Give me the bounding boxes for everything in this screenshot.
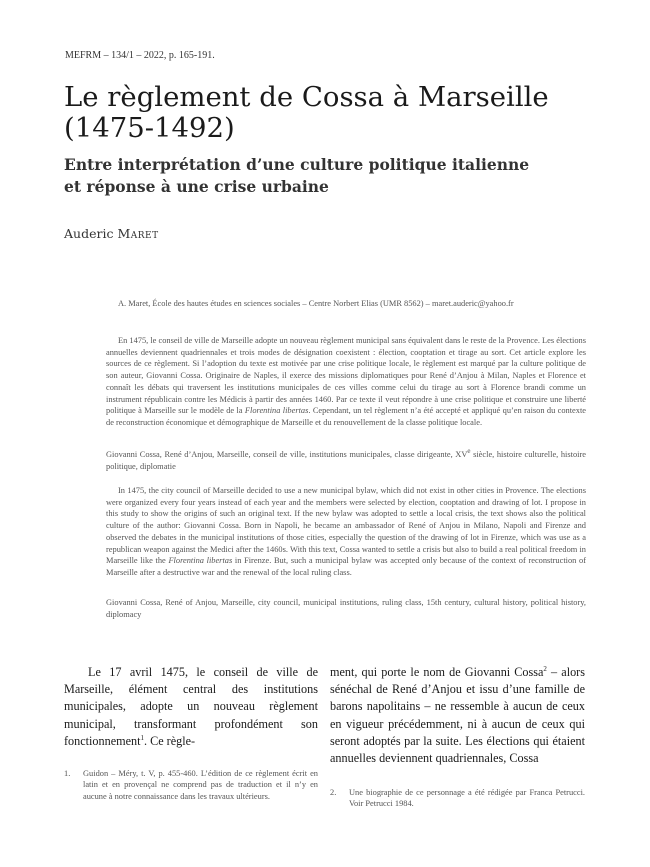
keywords-fr-part-2: siècle, histoire culturelle, histoire politique, diplomatie <box>106 450 586 471</box>
keywords-french <box>106 449 586 472</box>
abstract-en-part-1: In 1475, the city council of Marseille decided to use a new municipal bylaw, which did not exist in other cities in Provence. The elections were organized every four years instead of each year and the members were selected by election, cooptation and drawing of lot. I propose in this study to show the origins of such an original text. If the new bylaw was adopted to settle a local crisis, the text shows also the political culture of the author: Giovanni Cossa. Born in Napoli, he became an ambassador of René of Anjou in Milano, Napoli and Firenze and observed the debates in the municipal institutions of those cities, especially the question of the drawing of lot in Firenze, which was use as a republican weapon against the Medici after the 1460s. With this text, Cossa wanted to settle a crisis but also to build a real political freedom in Marseille like the <box>106 486 586 566</box>
affiliation-text: A. Maret, École des hautes études en sciences sociales – Centre Norbert Elias (UMR 8562) – maret.auderic@yahoo.fr <box>118 299 514 308</box>
abstract-english <box>106 485 586 579</box>
author-first-name: Auderic <box>64 226 114 241</box>
keywords-fr-superscript: e <box>467 447 471 456</box>
author-name <box>64 226 159 241</box>
body-column-left <box>64 664 318 750</box>
abstract-fr-emphasis: Florentina libertas <box>244 406 309 416</box>
journal-reference: MEFRM – 134/1 – 2022, p. 165-191. <box>65 50 215 61</box>
abstract-en-emphasis: Florentina libertas <box>168 556 233 566</box>
abstract-french <box>106 335 586 429</box>
abstract-fr-part-1: En 1475, le conseil de ville de Marseille adopte un nouveau règlement municipal sans équivalent dans le reste de la Provence. Les élections annuelles deviennent quadriennales et trois modes de désignation coexistent : élection, cooptation et tirage au sort. Cet article explore les sources de ce règlement. Si l’adoption du texte est motivée par une crise politique locale, le règlement est marqué par la culture politique de son auteur, Giovanni Cossa. Originaire de Naples, il exerce des missions diplomatiques pour René d’Anjou à Milan, Naples et Florence et connaît les débats qui traversent les institutions municipales de ces villes comme celui du tirage au sort à Florence brandi comme un instrument républicain contre les Médicis à partir des années 1460. Par ce texte il veut répondre à une crise politique et construire une liberté politique à Marseille sur le modèle de la <box>106 336 586 416</box>
footnote-2-text: Une biographie de ce personnage a été rédigée par Franca Petrucci. Voir Petrucci 1984. <box>349 788 585 809</box>
article-title <box>64 82 624 144</box>
article-subtitle <box>64 154 624 198</box>
keywords-french-text <box>106 449 586 472</box>
body-column-right <box>330 664 585 767</box>
footnote-ref-1[interactable]: 1 <box>140 733 144 742</box>
body-left-tail: . Ce règle- <box>144 733 196 748</box>
footnote-2 <box>330 787 585 810</box>
abstract-en-part-2: in Firenze. But, such a municipal bylaw was accepted only because of the context of reconstruction of Marseille after a destructive war and the renewal of the local ruling class. <box>106 556 586 577</box>
body-left-text: Le 17 avril 1475, le conseil de ville de Marseille, élément central des institutions municipales, adopte un nouveau règlement municipal, transformant profondément son fonctionnement <box>64 665 318 748</box>
footnote-1-text: Guidon – Méry, t. V, p. 455-460. L’édition de ce règlement écrit en latin et en provençal ne comprend pas de traduction et il n’y en aucune à notre connaissance dans les travaux ultérieurs. <box>83 769 318 801</box>
footnote-1-number: 1. <box>64 769 71 778</box>
keywords-english <box>106 597 586 620</box>
body-right-text-a: ment, qui porte le nom de Giovanni Cossa <box>330 665 544 679</box>
keywords-english-text: Giovanni Cossa, René of Anjou, Marseille, city council, municipal institutions, ruling class, 15th century, cultural history, political history, diplomacy <box>106 598 586 619</box>
author-affiliation <box>106 298 586 310</box>
footnote-ref-2[interactable]: 2 <box>543 664 547 673</box>
body-right-text-b: – alors sénéchal de René d’Anjou et issu d’une famille de barons napolitains – ne ressemble à aucun de ceux en vigueur précédemment, ni à aucun de ceux qui seront adoptés par la suite. Les élections qui étaient annuelles deviennent quadriennales, Cossa <box>330 665 585 766</box>
subtitle-line-1: Entre interprétation d’une culture politique italienne <box>64 155 530 174</box>
author-last-name: Maret <box>117 226 159 241</box>
abstract-fr-part-2: . Cependant, un tel règlement n’a été accepté et appliqué qu’en raison du contexte de reconstruction économique et démographique de Marseille et du renouvellement de la classe politique locale. <box>106 406 586 427</box>
subtitle-line-2: et réponse à une crise urbaine <box>64 177 329 196</box>
footnote-2-number: 2. <box>330 788 337 797</box>
title-line-2: (1475-1492) <box>64 112 235 144</box>
keywords-fr-part-1: Giovanni Cossa, René d’Anjou, Marseille, conseil de ville, institutions municipales, classe dirigeante, XV <box>106 450 468 459</box>
abstract-french-text <box>106 335 586 429</box>
abstract-english-text <box>106 485 586 579</box>
footnote-1 <box>64 768 318 802</box>
title-line-1: Le règlement de Cossa à Marseille <box>64 81 549 113</box>
